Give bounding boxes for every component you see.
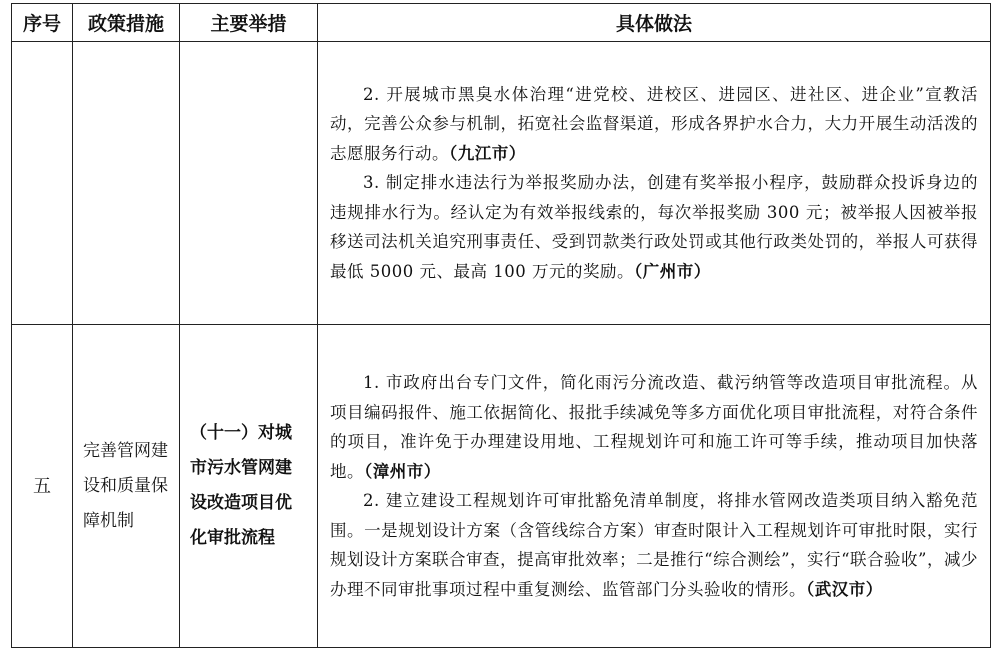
header-row — [12, 4, 991, 42]
table-row — [12, 42, 991, 325]
city-label: （武汉市） — [806, 579, 883, 599]
practice-paragraph: 3. 制定排水违法行为举报奖励办法，创建有奖举报小程序，鼓励群众投诉身边的违规排水行为。经认定为有效举报线索的，每次举报奖励 300 元；被举报人因被举报移送司法机关追究刑事责任、受到罚款类行政处罚或其他行政类处罚的，举报人可获得最低 5000 元、最高 100 万元的奖励。（广州市） — [330, 173, 978, 281]
row-measure — [180, 42, 318, 325]
row-measure: （十一）对城市污水管网建设改造项目优化审批流程 — [180, 325, 318, 648]
header-policy: 政策措施 — [73, 4, 180, 42]
city-label: （漳州市） — [364, 461, 441, 481]
row-practice — [318, 42, 991, 325]
row-policy: 完善管网建设和质量保障机制 — [73, 325, 180, 648]
header-seq: 序号 — [12, 4, 73, 42]
table-row — [12, 325, 991, 648]
row-seq: 五 — [12, 325, 73, 648]
header-measure: 主要举措 — [180, 4, 318, 42]
header-practice: 具体做法 — [318, 4, 991, 42]
practice-paragraph: 2. 建立建设工程规划许可审批豁免清单制度，将排水管网改造类项目纳入豁免范围。一是规划设计方案（含管线综合方案）审查时限计入工程规划许可审批时限，实行规划设计方案联合审查，提高审批效率；二是推行“综合测绘”，实行“联合验收”，减少办理不同审批事项过程中重复测绘、监管部门分头验收的情形。（武汉市） — [330, 491, 978, 599]
city-label: （广州市） — [633, 261, 711, 281]
row-practice — [318, 325, 991, 648]
row-seq — [12, 42, 73, 325]
city-label: （九江市） — [449, 143, 526, 163]
policy-table — [11, 3, 991, 648]
practice-paragraph: 1. 市政府出台专门文件，简化雨污分流改造、截污纳管等改造项目审批流程。从项目编码报件、施工依据简化、报批手续减免等多方面优化项目审批流程，对符合条件的项目，准许免于办理建设用地、工程规划许可和施工许可等手续，推动项目加快落地。（漳州市） — [330, 373, 978, 481]
row-policy — [73, 42, 180, 325]
practice-paragraph: 2. 开展城市黑臭水体治理“进党校、进校区、进园区、进社区、进企业”宣教活动，完善公众参与机制，拓宽社会监督渠道，形成各界护水合力，大力开展生动活泼的志愿服务行动。（九江市） — [330, 84, 978, 163]
